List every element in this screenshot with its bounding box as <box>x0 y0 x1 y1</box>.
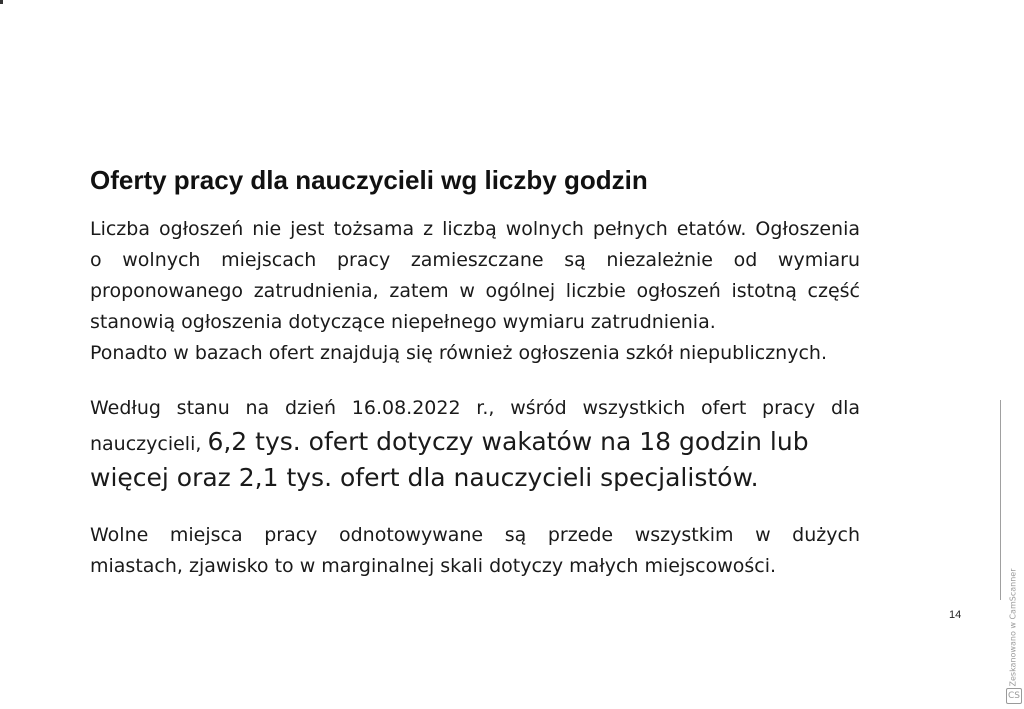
scanner-watermark-text: Zeskanowano w CamScanner <box>1008 568 1018 687</box>
paragraph-job-offers-note <box>90 214 860 369</box>
scan-edge-line <box>1000 400 1001 600</box>
camscanner-logo-icon: CS <box>1006 688 1022 704</box>
paragraph-line: Liczba ogłoszeń nie jest tożsama z liczbą wolnych pełnych etatów. Ogłoszenia <box>90 218 860 240</box>
paragraph-locations <box>90 520 860 582</box>
paragraph-line: o wolnych miejscach pracy zamieszczane są niezależnie od wymiaru <box>90 249 860 271</box>
paragraph-line: Według stanu na dzień 16.08.2022 r., wśród wszystkich ofert pracy dla <box>90 397 860 419</box>
paragraph-line-prefix: nauczycieli, <box>90 433 208 455</box>
paragraph-line: stanowią ogłoszenia dotyczące niepełnego wymiaru zatrudnienia. <box>90 311 716 333</box>
paragraph-line: miastach, zjawisko to w marginalnej skali dotyczy małych miejscowości. <box>90 555 777 577</box>
page-title: Oferty pracy dla nauczycieli wg liczby godzin <box>90 165 648 195</box>
emphasis-text: więcej oraz 2,1 tys. ofert dla nauczycieli specjalistów. <box>90 463 759 492</box>
paragraph-line: Ponadto w bazach ofert znajdują się również ogłoszenia szkół niepublicznych. <box>90 342 827 364</box>
emphasis-text: 6,2 tys. ofert dotyczy wakatów na 18 godzin lub <box>207 427 809 456</box>
paragraph-line: Wolne miejsca pracy odnotowywane są przede wszystkim w dużych <box>90 524 860 546</box>
scan-corner-mark <box>0 0 3 4</box>
scanner-watermark <box>1005 570 1023 705</box>
paragraph-statistics <box>90 393 860 496</box>
page-number: 14 <box>949 609 962 621</box>
paragraph-line-emphasis <box>90 424 860 460</box>
paragraph-line: proponowanego zatrudnienia, zatem w ogólnej liczbie ogłoszeń istotną część <box>90 280 860 302</box>
